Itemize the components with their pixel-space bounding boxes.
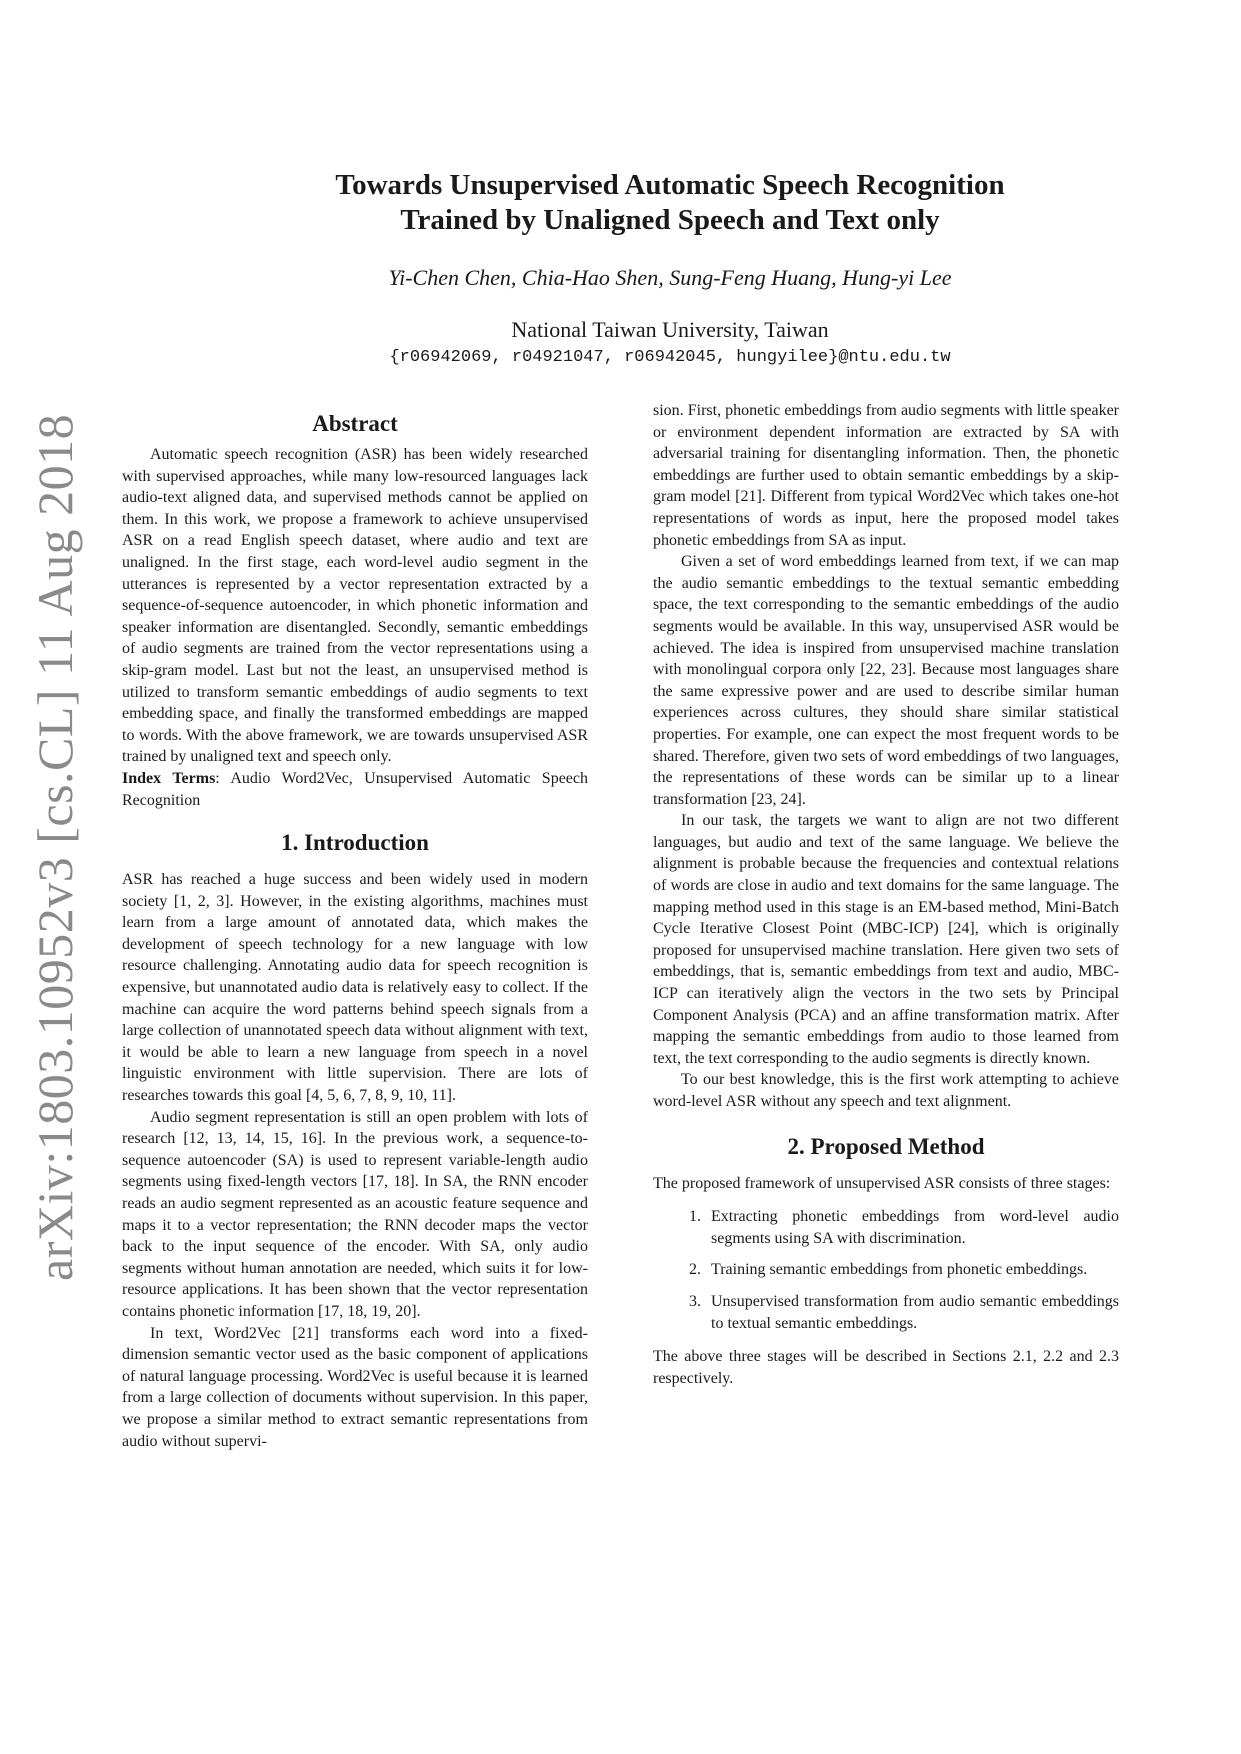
index-terms-label: Index Terms [122, 769, 216, 787]
email-addresses: {r06942069, r04921047, r06942045, hungyilee}@ntu.edu.tw [389, 348, 951, 367]
method-outro: The above three stages will be described in Sections 2.1, 2.2 and 2.3 respectively. [653, 1348, 1119, 1387]
stage-item-1: 1. Extracting phonetic embeddings from word-level audio segments using SA with discrimination. [705, 1206, 1119, 1249]
author-list: Yi-Chen Chen, Chia-Hao Shen, Sung-Feng Huang, Hung-yi Lee [388, 265, 952, 290]
index-terms-text: : Audio Word2Vec, Unsupervised Automatic Speech Recognition [122, 769, 589, 809]
intro-paragraph-5: In our task, the targets we want to align are not two different languages, but audio and text of the same language. We believe the alignment is probable because the frequencies and contextual relations of words are close in audio and text domains for the same language. The mapping method used in this stage is an EM-based method, Mini-Batch Cycle Iterative Closest Point (MBC-ICP) [24], which is originally proposed for unsupervised machine translation. Here given two sets of embeddings, that is, semantic embeddings from text and audio, MBC-ICP can iteratively align the vectors in the two sets by Principal Component Analysis (PCA) and an affine transformation matrix. After mapping the semantic embeddings from audio to those learned from text, the text corresponding to the audio segments is directly known. [653, 812, 1119, 1067]
intro-paragraph-6: To our best knowledge, this is the first work attempting to achieve word-level ASR without any speech and text alignment. [653, 1071, 1119, 1110]
arxiv-identifier: arXiv:1803.10952v3 [cs.CL] 11 Aug 2018 [27, 413, 83, 1281]
intro-paragraph-2: Audio segment representation is still an open problem with lots of research [12, 13, 14, 15, 16]. In the previous work, a sequence-to-sequence autoencoder (SA) is used to represent variable-length audio segments using fixed-length vectors [17, 18]. In SA, the RNN encoder reads an audio segment represented as an acoustic feature sequence and maps it to a vector representation; the RNN decoder maps the vector back to the input sequence of the encoder. With SA, only audio segments without human annotation are needed, which suits it for low-resource applications. It has been shown that the vector representation contains phonetic information [17, 18, 19, 20]. [122, 1108, 588, 1320]
right-column [653, 400, 1119, 1389]
stage-list [653, 1206, 1119, 1334]
intro-paragraph-3-continued: sion. First, phonetic embeddings from audio segments with little speaker or environment dependent information are extracted by SA with adversarial training for disentangling information. Then, the phonetic embeddings are further used to obtain semantic embeddings by a skip-gram model [21]. Different from typical Word2Vec which takes one-hot representations of words as input, here the proposed model takes phonetic embeddings from SA as input. [653, 402, 1119, 549]
abstract-heading: Abstract [312, 411, 398, 436]
title-line-1: Towards Unsupervised Automatic Speech Recognition [335, 169, 1005, 201]
intro-paragraph-3: In text, Word2Vec [21] transforms each word into a fixed-dimension semantic vector used as the basic component of applications of natural language processing. Word2Vec is useful because it is learned from a large collection of documents without supervision. In this paper, we propose a similar method to extract semantic representations from audio without supervi- [122, 1324, 588, 1450]
abstract-text: Automatic speech recognition (ASR) has been widely researched with supervised approaches, while many low-resourced languages lack audio-text aligned data, and supervised methods cannot be applied on them. In this work, we propose a framework to achieve unsupervised ASR on a read English speech dataset, where audio and text are unaligned. In the first stage, each word-level audio segment in the utterances is represented by a vector representation extracted by a sequence-of-sequence autoencoder, in which phonetic information and speaker information are disentangled. Secondly, semantic embeddings of audio segments are trained from the vector representations using a skip-gram model. Last but not the least, an unsupervised method is utilized to transform semantic embeddings of audio segments to text embedding space, and finally the transformed embeddings are mapped to words. With the above framework, we are towards unsupervised ASR trained by unaligned text and speech only. [122, 446, 588, 766]
stage-item-2: 2. Training semantic embeddings from phonetic embeddings. [705, 1259, 1119, 1281]
stage-item-3: 3. Unsupervised transformation from audio semantic embeddings to textual semantic embeddings. [705, 1291, 1119, 1334]
index-terms [122, 768, 588, 811]
paper-title [150, 168, 1190, 238]
method-intro: The proposed framework of unsupervised ASR consists of three stages: [653, 1174, 1111, 1192]
method-heading: 2. Proposed Method [787, 1133, 985, 1159]
left-column [122, 400, 588, 1452]
affiliation: National Taiwan University, Taiwan [511, 317, 829, 342]
introduction-heading: 1. Introduction [281, 830, 429, 856]
title-line-2: Trained by Unaligned Speech and Text only [400, 204, 940, 236]
intro-paragraph-4: Given a set of word embeddings learned from text, if we can map the audio semantic embeddings to the textual semantic embedding space, the text corresponding to the semantic embeddings of the audio segments would be available. In this way, unsupervised ASR would be achieved. The idea is inspired from unsupervised machine translation with monolingual corpora only [22, 23]. Because most languages share the same expressive power and are used to describe similar human experiences across cultures, they should share similar statistical properties. For example, one can expect the most frequent words to be shared. Therefore, given two sets of word embeddings of two languages, the representations of these words can be similar up to a linear transformation [23, 24]. [653, 553, 1119, 808]
intro-paragraph-1: ASR has reached a huge success and been widely used in modern society [1, 2, 3]. However, in the existing algorithms, machines must learn from a large amount of annotated data, which makes the development of speech technology for a new language with low resource challenging. Annotating audio data for speech recognition is expensive, but unannotated audio data is relatively easy to collect. If the machine can acquire the word patterns behind speech signals from a large collection of unannotated speech data without alignment with text, it would be able to learn a new language from speech in a novel linguistic environment with little supervision. There are lots of researches towards this goal [4, 5, 6, 7, 8, 9, 10, 11]. [122, 871, 588, 1105]
